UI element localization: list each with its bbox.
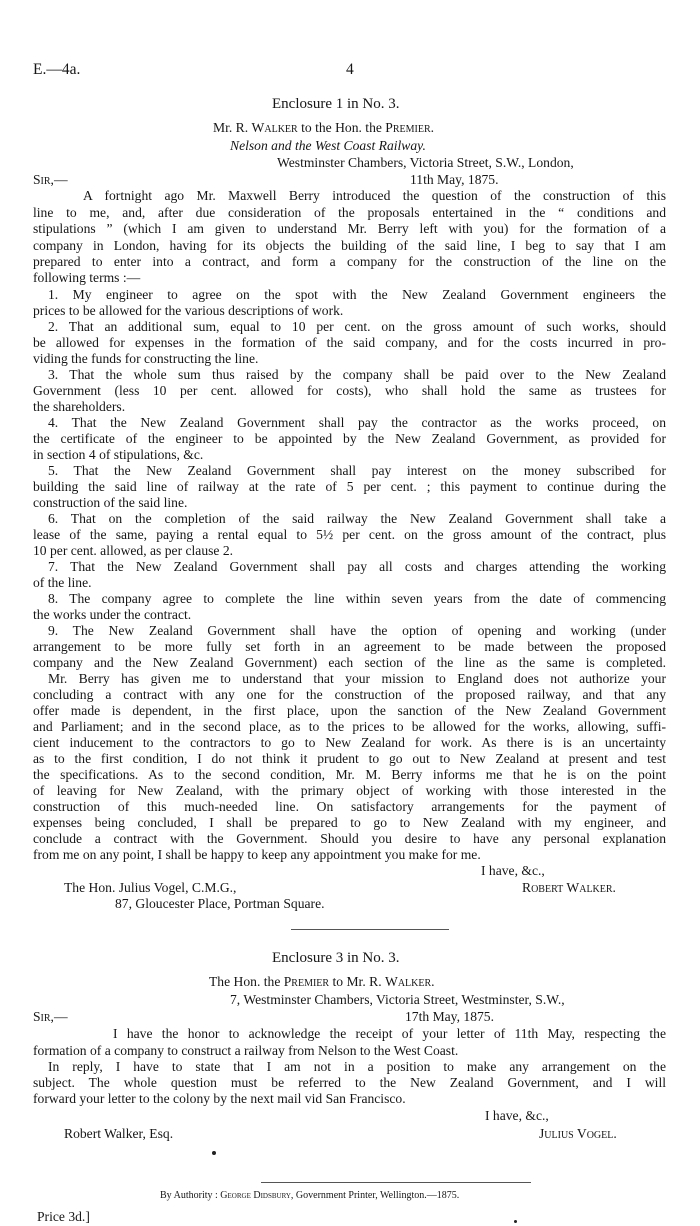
price-note: Price 3d.]: [37, 1209, 90, 1224]
body-line: In reply, I have to state that I am not in a position to make any arrangement on the: [48, 1059, 666, 1074]
body-line: conclude a contract with the Government. Should you desire to have any personal explanation: [33, 831, 666, 846]
body-line: as to the first condition, I do not think it prudent to go out to New Zealand at present and test: [33, 751, 666, 766]
body-line: cient inducement to the contractors to go to New Zealand for work. As there is is an uncertainty: [33, 735, 666, 750]
body-line: I have the honor to acknowledge the receipt of your letter of 11th May, respecting the: [113, 1026, 666, 1041]
enclosure-3-addressee: Robert Walker, Esq.: [64, 1126, 174, 1141]
body-line: 6. That on the completion of the said railway the New Zealand Government shall take a: [48, 511, 666, 526]
enclosure-1-addressee-address: 87, Gloucester Place, Portman Square.: [115, 896, 325, 911]
body-line: prices to be allowed for the various descriptions of work.: [33, 303, 344, 318]
footer-rule: [261, 1182, 531, 1183]
body-line: company and the New Zealand Government) each section of the line as the same is completed.: [33, 655, 666, 670]
body-line: offer made is dependent, in the first place, upon the sanction of the New Zealand Government: [33, 703, 666, 718]
body-line: the works under the contract.: [33, 607, 192, 622]
body-line: 2. That an additional sum, equal to 10 per cent. on the gross amount of such works, should: [48, 319, 666, 334]
enclosure-3-salutation: Sir,—: [33, 1009, 68, 1024]
body-line: 8. The company agree to complete the line within seven years from the date of commencing: [48, 591, 666, 606]
body-line: construction of this much-needed line. On satisfactory arrangements for the payment of: [33, 799, 666, 814]
body-line: viding the funds for constructing the line.: [33, 351, 259, 366]
body-line: construction of the said line.: [33, 495, 188, 510]
body-line: lease of the same, paying a rental equal to 5½ per cent. on the gross amount of the contract, plus: [33, 527, 666, 542]
body-line: 1. My engineer to agree on the spot with the New Zealand Government engineers the: [48, 287, 666, 302]
body-line: of the line.: [33, 575, 92, 590]
body-line: prepared to enter into a contract, and form a company for the construction of the line on the: [33, 254, 666, 269]
enclosure-3-sender-address: 7, Westminster Chambers, Victoria Street, Westminster, S.W.,: [230, 992, 565, 1007]
enclosure-3-closing: I have, &c.,: [485, 1108, 549, 1123]
body-line: 3. That the whole sum thus raised by the company shall be paid over to the New Zealand: [48, 367, 666, 382]
enclosure-1-correspondents: Mr. R. Walker to the Hon. the Premier.: [213, 120, 435, 135]
body-line: the shareholders.: [33, 399, 126, 414]
body-line: stipulations ” (which I am given to understand Mr. Berry left with you) for the formation of a: [33, 221, 666, 236]
body-line: from me on any point, I shall be happy to keep any appointment you make for me.: [33, 847, 481, 862]
body-line: of leaving for New Zealand, with the primary object of working with those interested in the: [33, 783, 666, 798]
body-line: arrangement to be more fully set forth in an agreement to be made between the proposed: [33, 639, 666, 654]
enclosure-1-subject: Nelson and the West Coast Railway.: [230, 138, 426, 153]
body-line: A fortnight ago Mr. Maxwell Berry introduced the question of the construction of this: [83, 188, 666, 203]
document-reference: E.—4a.: [33, 61, 81, 78]
enclosure-1-sender-address: Westminster Chambers, Victoria Street, S.W., London,: [277, 155, 574, 170]
body-line: 4. That the New Zealand Government shall pay the contractor as the works proceed, on: [48, 415, 666, 430]
body-line: Mr. Berry has given me to understand that your mission to England does not authorize your: [48, 671, 666, 686]
body-line: 5. That the New Zealand Government shall pay interest on the money subscribed for: [48, 463, 666, 478]
body-line: 7. That the New Zealand Government shall pay all costs and charges attending the working: [48, 559, 666, 574]
body-line: in section 4 of stipulations, &c.: [33, 447, 204, 462]
enclosure-1-addressee: The Hon. Julius Vogel, C.M.G.,: [64, 880, 237, 895]
body-line: be allowed for expenses in the formation of the said company, and for the costs incurred in pro-: [33, 335, 666, 350]
body-line: 9. The New Zealand Government shall have the option of opening and working (under: [48, 623, 666, 638]
body-line: Government (less 10 per cent. allowed for costs), who shall hold the same as trustees for: [33, 383, 666, 398]
body-line: following terms :—: [33, 270, 141, 285]
body-line: the specifications. As to the second condition, Mr. M. Berry informs me that he is on the point: [33, 767, 666, 782]
enclosure-3-correspondents: The Hon. the Premier to Mr. R. Walker.: [209, 974, 435, 989]
enclosure-1-signature: Robert Walker.: [522, 880, 616, 895]
enclosure-3-signature: Julius Vogel.: [539, 1126, 617, 1141]
enclosure-3-date: 17th May, 1875.: [405, 1009, 494, 1024]
printer-imprint: By Authority : George Didsbury, Government Printer, Wellington.—1875.: [160, 1190, 460, 1201]
body-line: 10 per cent. allowed, as per clause 2.: [33, 543, 234, 558]
body-line: subject. The whole question must be referred to the New Zealand Government, and I will: [33, 1075, 666, 1090]
body-line: expenses being concluded, I shall be prepared to go to New Zealand with my engineer, and: [33, 815, 666, 830]
body-line: formation of a company to construct a railway from Nelson to the West Coast.: [33, 1043, 459, 1058]
body-line: building the said line of railway at the rate of 5 per cent. ; this payment to continue during the: [33, 479, 666, 494]
body-line: company in London, having for its objects the building of the said line, I beg to say that I am: [33, 238, 666, 253]
enclosure-1-salutation: Sir,—: [33, 172, 68, 187]
ink-speck: [514, 1220, 517, 1223]
body-line: forward your letter to the colony by the next mail vid San Francisco.: [33, 1091, 406, 1106]
enclosure-1-title: Enclosure 1 in No. 3.: [272, 96, 400, 112]
enclosure-1-date: 11th May, 1875.: [410, 172, 499, 187]
body-line: line to me, and, after due consideration of the proposals entertained in the “ conditions and: [33, 205, 666, 220]
section-divider: [291, 929, 449, 930]
enclosure-3-title: Enclosure 3 in No. 3.: [272, 950, 400, 966]
body-line: the certificate of the engineer to be appointed by the New Zealand Government, as provided for: [33, 431, 666, 446]
enclosure-1-closing: I have, &c.,: [481, 863, 545, 878]
ink-speck: [212, 1151, 216, 1155]
body-line: concluding a contract with any one for the construction of the proposed railway, and that any: [33, 687, 666, 702]
page-number: 4: [346, 61, 354, 78]
body-line: and Parliament; and in the second place, as to the prices to be allowed for the works, allowing, suffi-: [33, 719, 666, 734]
